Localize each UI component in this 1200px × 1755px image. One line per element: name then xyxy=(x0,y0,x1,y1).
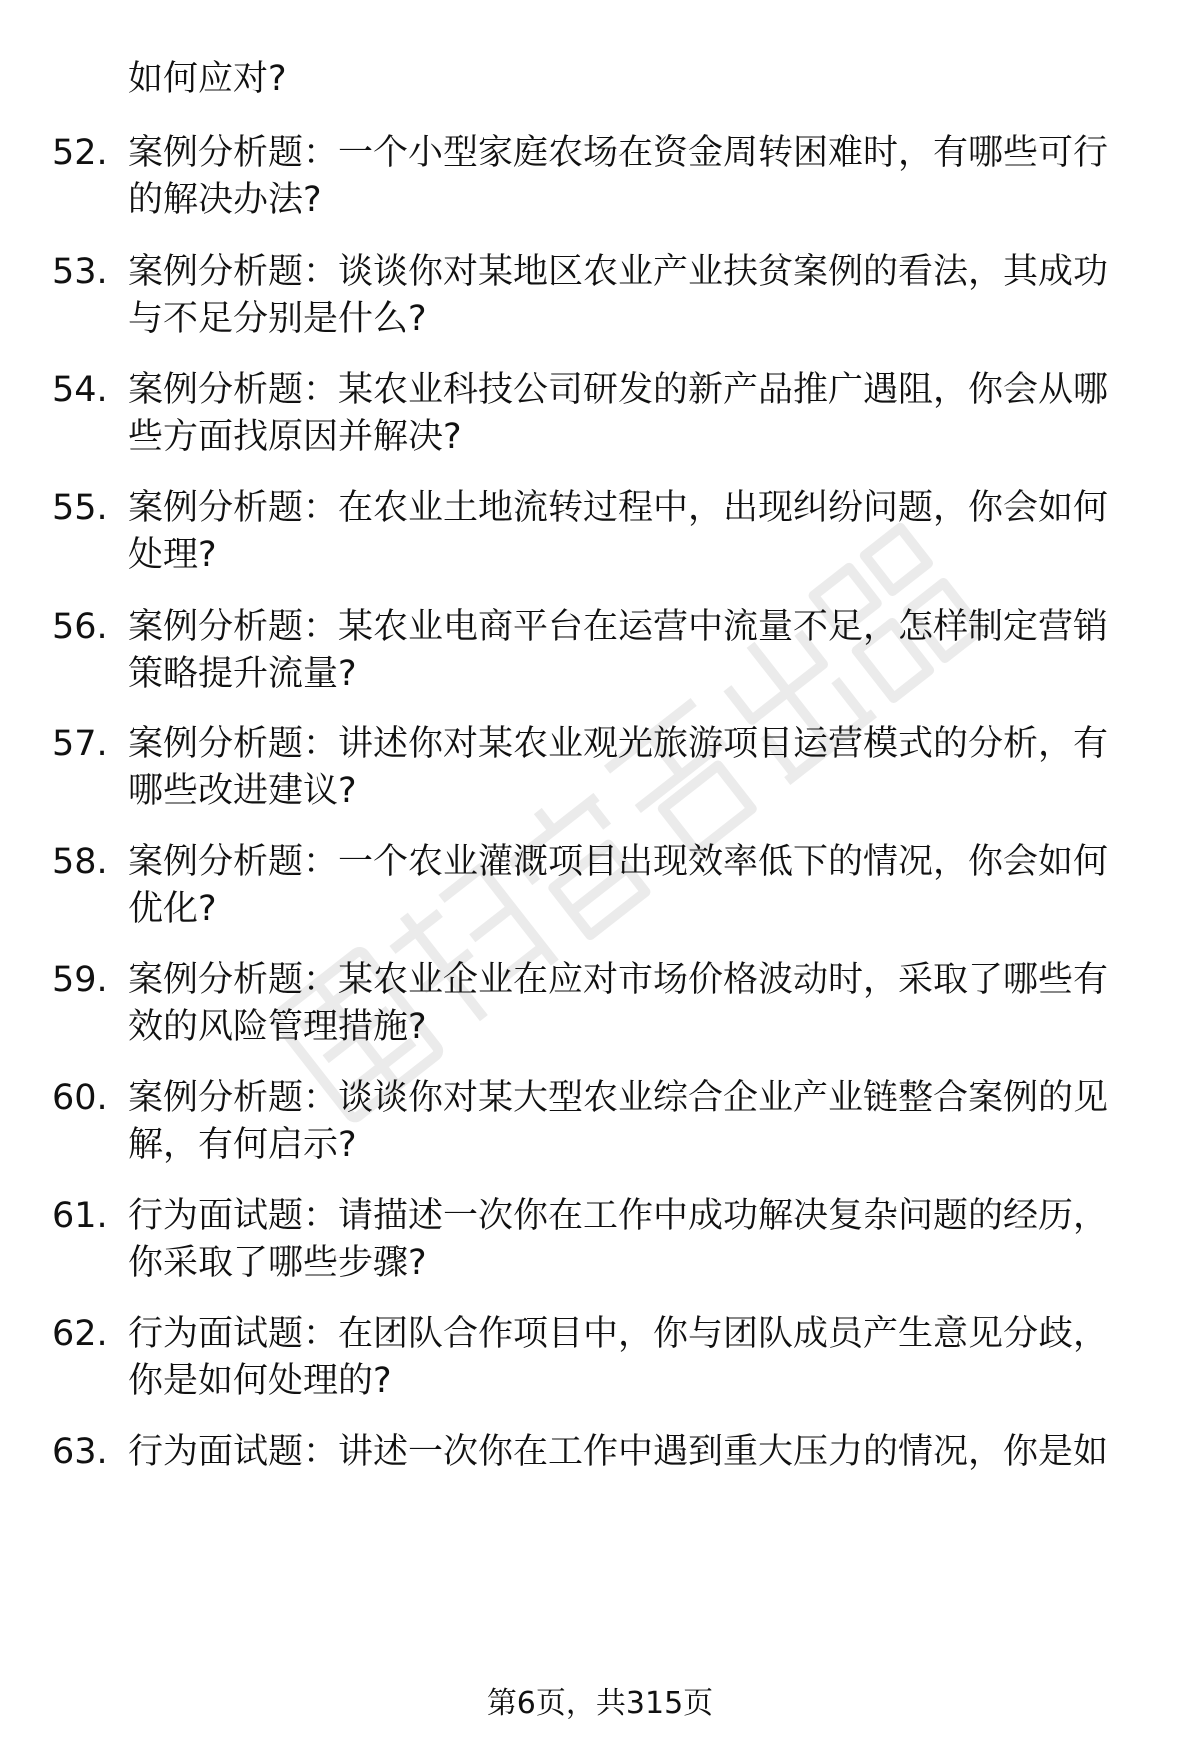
item-line: 如何应对? xyxy=(128,59,287,99)
item-number: 54. xyxy=(52,370,108,410)
item-text xyxy=(128,721,1138,815)
item-text xyxy=(128,839,1138,933)
item-text xyxy=(128,56,1138,103)
item-text xyxy=(128,1311,1138,1405)
item-line: 些方面找原因并解决? xyxy=(128,417,462,457)
item-line: 哪些改进建议? xyxy=(128,771,357,811)
item-line: 案例分析题：某农业企业在应对市场价格波动时，采取了哪些有 xyxy=(128,960,1109,1000)
item-text xyxy=(128,249,1138,343)
item-line: 案例分析题：谈谈你对某地区农业产业扶贫案例的看法，其成功 xyxy=(128,252,1109,292)
item-line: 优化? xyxy=(128,889,217,929)
item-number: 62. xyxy=(52,1314,108,1354)
item-line: 行为面试题：讲述一次你在工作中遇到重大压力的情况，你是如 xyxy=(128,1432,1109,1472)
item-line: 行为面试题：请描述一次你在工作中成功解决复杂问题的经历， xyxy=(128,1196,1109,1236)
item-line: 策略提升流量? xyxy=(128,654,357,694)
page-footer: 第6页，共315页 xyxy=(486,1686,714,1721)
item-line: 案例分析题：一个小型家庭农场在资金周转困难时，有哪些可行 xyxy=(128,133,1109,173)
item-line: 你是如何处理的? xyxy=(128,1361,392,1401)
item-line: 与不足分别是什么? xyxy=(128,299,427,339)
item-line: 案例分析题：一个农业灌溉项目出现效率低下的情况，你会如何 xyxy=(128,842,1109,882)
item-line: 案例分析题：讲述你对某农业观光旅游项目运营模式的分析，有 xyxy=(128,724,1109,764)
item-text xyxy=(128,957,1138,1051)
item-number: 59. xyxy=(52,960,108,1000)
item-line: 处理? xyxy=(128,535,217,575)
item-number: 57. xyxy=(52,724,108,764)
item-text xyxy=(128,485,1138,579)
item-line: 解，有何启示? xyxy=(128,1125,357,1165)
item-number: 52. xyxy=(52,133,108,173)
item-line: 行为面试题：在团队合作项目中，你与团队成员产生意见分歧， xyxy=(128,1314,1109,1354)
item-text xyxy=(128,367,1138,461)
item-text xyxy=(128,1193,1138,1287)
item-line: 案例分析题：某农业电商平台在运营中流量不足，怎样制定营销 xyxy=(128,607,1109,647)
item-number: 53. xyxy=(52,252,108,292)
item-line: 案例分析题：某农业科技公司研发的新产品推广遇阻，你会从哪 xyxy=(128,370,1109,410)
item-number: 63. xyxy=(52,1432,108,1472)
item-number: 61. xyxy=(52,1196,108,1236)
item-line: 效的风险管理措施? xyxy=(128,1007,427,1047)
item-line: 你采取了哪些步骤? xyxy=(128,1243,427,1283)
item-line: 案例分析题：谈谈你对某大型农业综合企业产业链整合案例的见 xyxy=(128,1078,1109,1118)
item-number: 56. xyxy=(52,607,108,647)
item-number: 60. xyxy=(52,1078,108,1118)
item-number: 55. xyxy=(52,488,108,528)
item-text xyxy=(128,1429,1138,1476)
item-text xyxy=(128,1075,1138,1169)
item-number: 58. xyxy=(52,842,108,882)
item-text xyxy=(128,130,1138,224)
item-line: 案例分析题：在农业土地流转过程中，出现纠纷问题，你会如何 xyxy=(128,488,1109,528)
item-line: 的解决办法? xyxy=(128,180,322,220)
item-text xyxy=(128,604,1138,698)
